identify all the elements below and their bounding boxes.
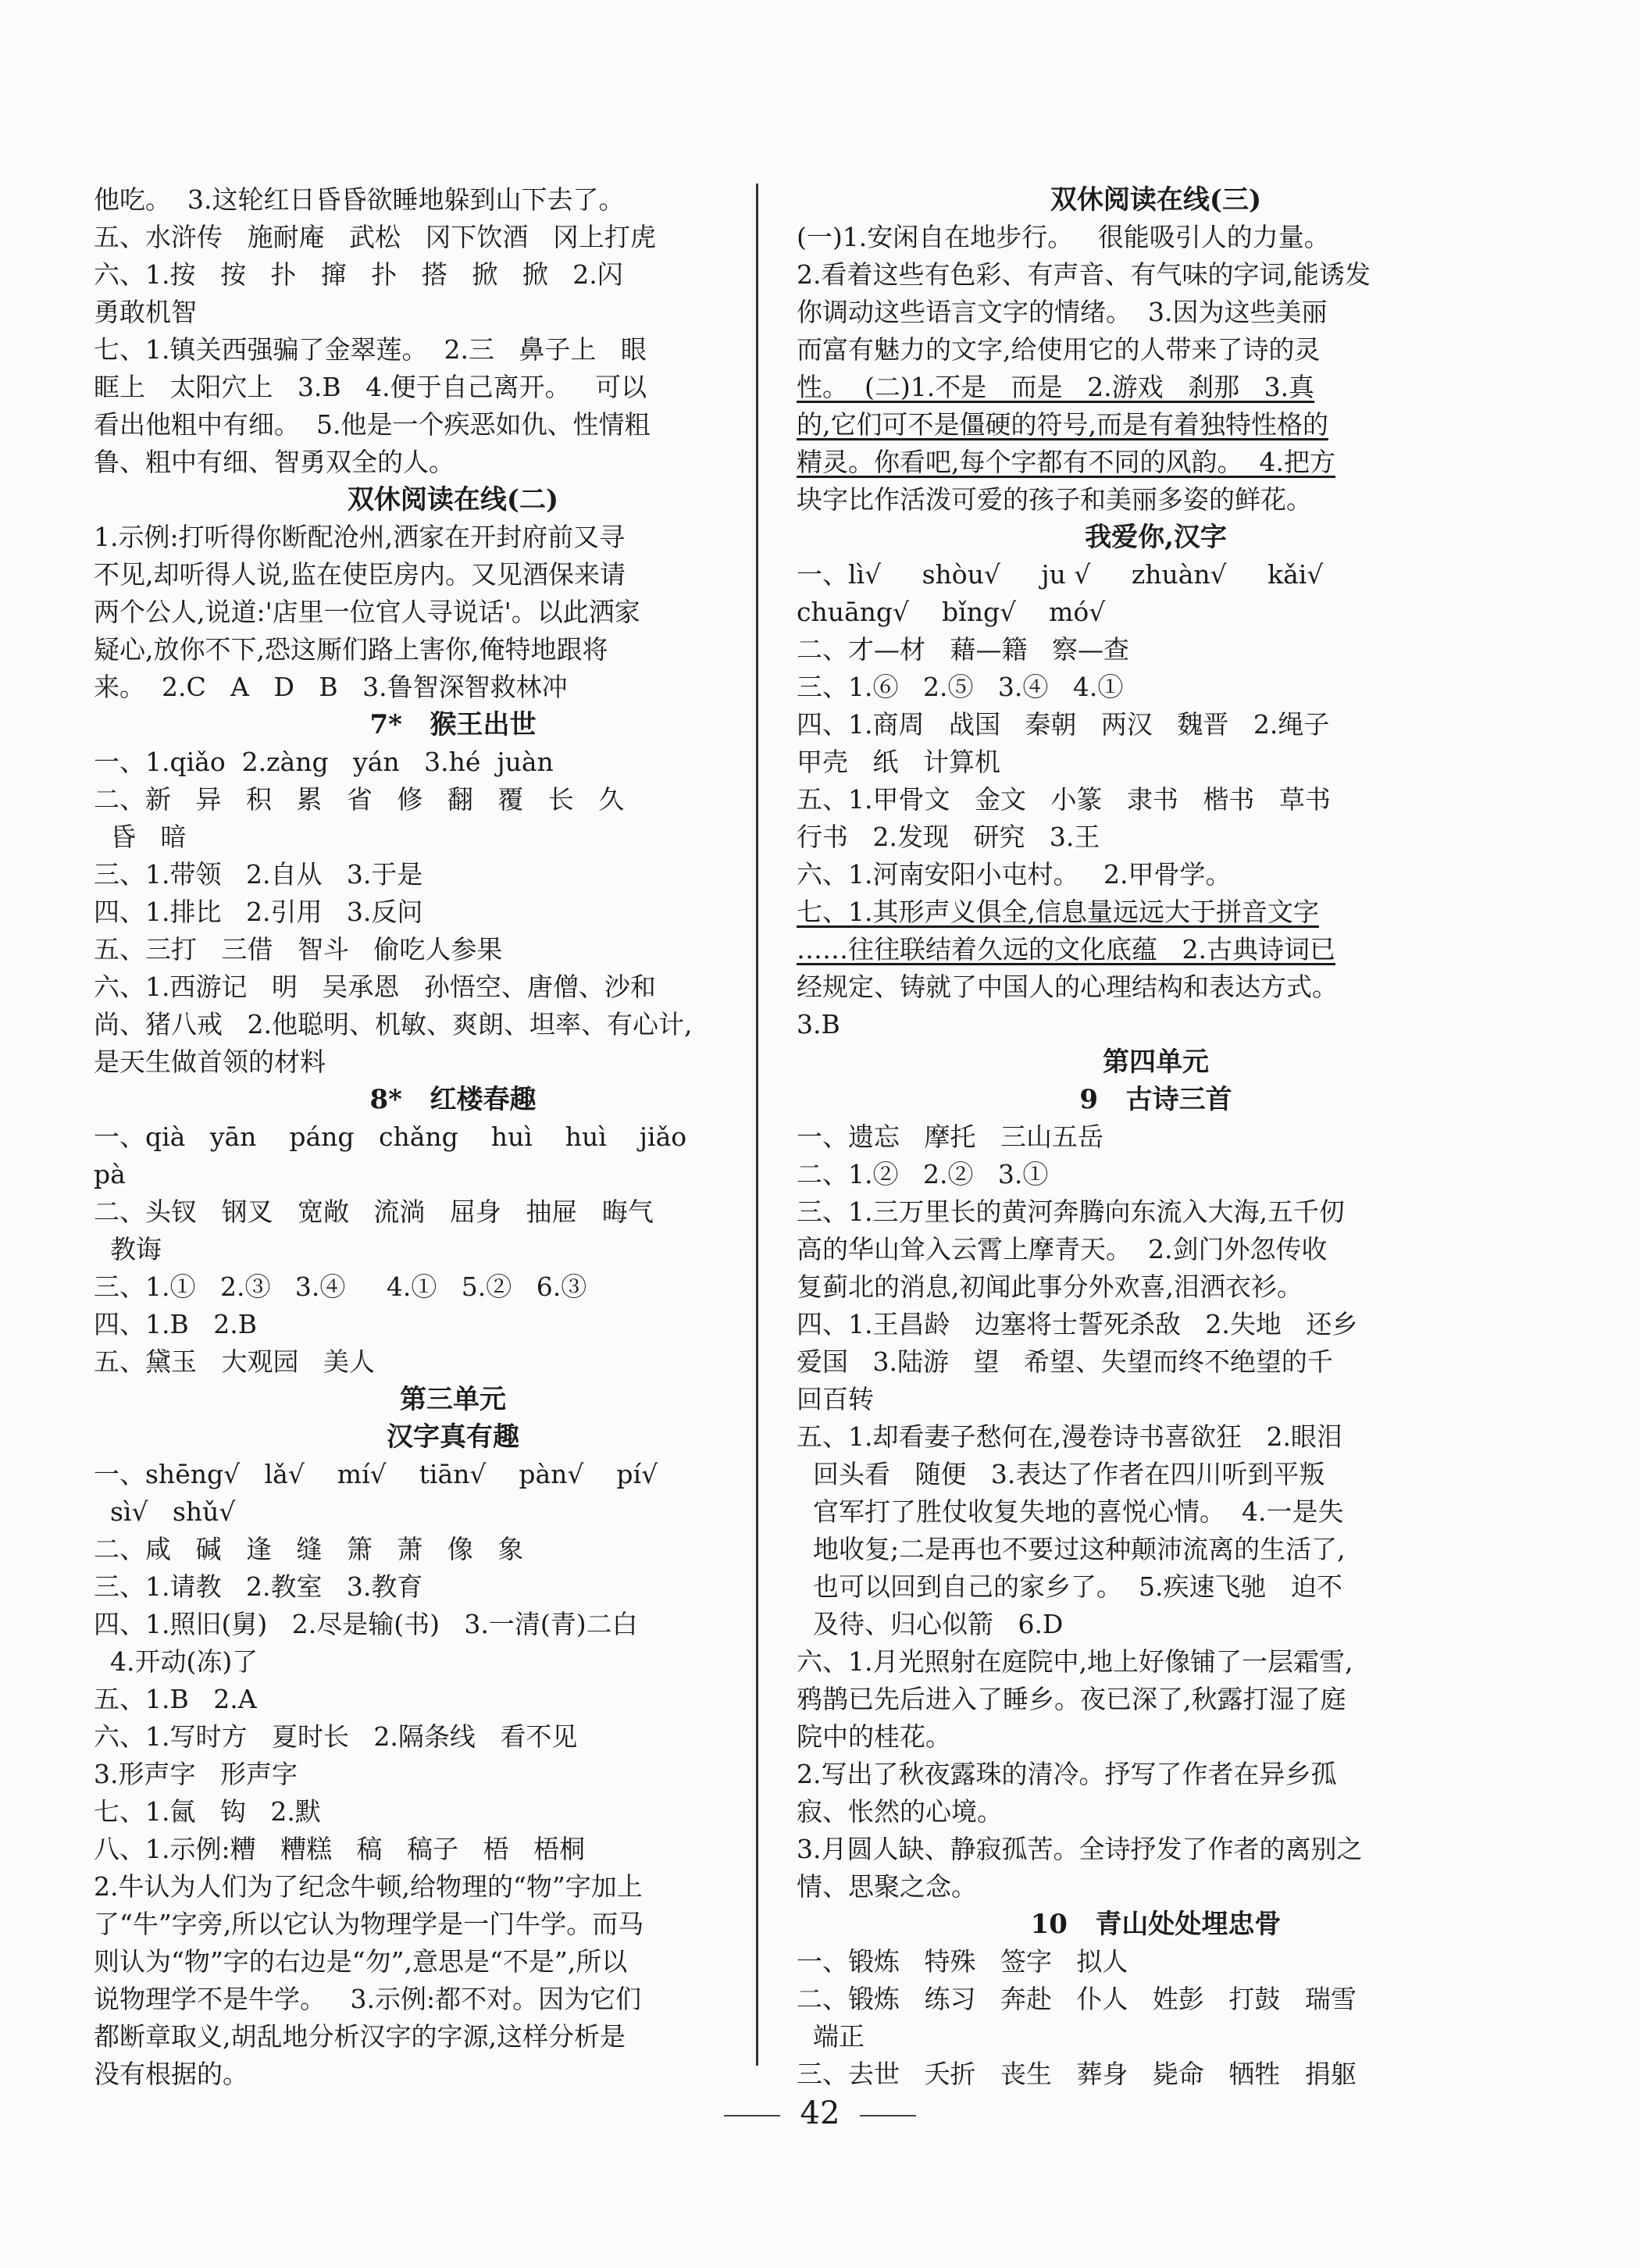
answer-line: 都断章取义,胡乱地分析汉字的字源,这样分析是 [94,2021,626,2052]
answer-line: 六、1.西游记 明 吴承恩 孙悟空、唐僧、沙和 [94,972,656,1002]
answer-line: 二、咸 碱 逢 缝 箫 萧 像 象 [94,1534,524,1564]
answer-line: pà [94,1159,126,1189]
answer-column-left [94,181,812,2093]
answer-line: 两个公人,说道:'店里一位官人寻说话'。以此洒家 [94,597,640,627]
answer-line: 七、1.其形声义俱全,信息量远远大于拼音文字 [797,897,1319,927]
answer-line: 二、新 异 积 累 省 修 翻 覆 长 久 [94,784,625,815]
answer-line: 经规定、铸就了中国人的心理结构和表达方式。 [797,972,1338,1002]
answer-line: 寂、怅然的心境。 [797,1796,1003,1827]
answer-line: 五、1.却看妻子愁何在,漫卷诗书喜欲狂 2.眼泪 [797,1421,1342,1452]
answer-line: 3.B [797,1009,840,1040]
answer-line: 端正 [797,2021,865,2052]
answer-line: 眶上 太阳穴上 3.B 4.便于自己离开。 可以 [94,372,647,402]
answer-line: 四、1.商周 战国 秦朝 两汉 魏晋 2.绳子 [797,709,1330,740]
answer-line: 官军打了胜仗收复失地的喜悦心情。 4.一是失 [797,1496,1344,1527]
answer-line: 则认为“物”字的右边是“勿”,意思是“不是”,所以 [94,1946,628,1977]
answer-line: 及待、归心似箭 6.D [797,1609,1064,1639]
answer-line: 一、1.qiǎo 2.zàng yán 3.hé juàn [94,747,554,777]
answer-line: 2.牛认为人们为了纪念牛顿,给物理的“物”字加上 [94,1871,643,1902]
answer-line: 一、锻炼 特殊 签字 拟人 [797,1946,1128,1977]
answer-line: 四、1.排比 2.引用 3.反问 [94,897,423,927]
answer-line: 也可以回到自己的家乡了。 5.疾速飞驰 迫不 [797,1571,1342,1602]
answer-line: 回百转 [797,1384,874,1414]
answer-line: 块字比作活泼可爱的孩子和美丽多姿的鲜花。 [797,484,1312,515]
section-title: 我爱你,汉字 [1085,522,1227,553]
answer-line: 教诲 [94,1234,162,1264]
answer-line: 3.月圆人缺、静寂孤苦。全诗抒发了作者的离别之 [797,1834,1363,1864]
answer-line: 高的华山耸入云霄上摩青天。 2.剑门外忽传收 [797,1234,1328,1264]
section-title: 第三单元 [400,1384,506,1415]
answer-line: 二、1.② 2.② 3.① [797,1159,1049,1189]
answer-line: 六、1.写时方 夏时长 2.隔条线 看不见 [94,1721,578,1752]
answer-line: 说物理学不是牛学。 3.示例:都不对。因为它们 [94,1984,642,2014]
section-title: 8* 红楼春趣 [369,1084,537,1115]
answer-line: 没有根据的。 [94,2059,248,2089]
section-title: 7* 猴王出世 [369,709,537,740]
answer-line: 五、三打 三借 智斗 偷吃人参果 [94,934,503,965]
answer-line: 七、1.镇关西强骗了金翠莲。 2.三 鼻子上 眼 [94,334,647,365]
answer-line: 三、1.① 2.③ 3.④ 4.① 5.② 6.③ [94,1271,587,1302]
section-title: 双休阅读在线(三) [1050,184,1262,216]
answer-line: 2.写出了秋夜露珠的清冷。抒写了作者在异乡孤 [797,1759,1337,1789]
answer-line: 不见,却听得人说,监在使臣房内。又见酒保来请 [94,559,626,590]
answer-line: 鲁、粗中有细、智勇双全的人。 [94,447,455,477]
footer-dash-left [724,2115,780,2116]
answer-line: 六、1.河南安阳小屯村。 2.甲骨学。 [797,859,1232,890]
answer-line: 二、锻炼 练习 奔赴 仆人 姓彭 打鼓 瑞雪 [797,1984,1357,2014]
answer-line: 而富有魅力的文字,给使用它的人带来了诗的灵 [797,334,1321,365]
answer-line: 尚、猪八戒 2.他聪明、机敏、爽朗、坦率、有心计, [94,1009,693,1040]
answer-line: 一、shēng√ lǎ√ mí√ tiān√ pàn√ pí√ [94,1459,658,1489]
answer-line: 行书 2.发现 研究 3.王 [797,822,1100,852]
answer-line: 院中的桂花。 [797,1721,951,1752]
answer-line: 看出他粗中有细。 5.他是一个疾恶如仇、性情粗 [94,409,651,440]
column-divider [756,184,758,2066]
answer-line: 五、水浒传 施耐庵 武松 冈下饮酒 冈上打虎 [94,222,656,252]
answer-line: 一、遗忘 摩托 三山五岳 [797,1122,1103,1152]
answer-line: 二、才—材 藉—籍 察—查 [797,634,1129,665]
answer-line: 四、1.照旧(舅) 2.尽是输(书) 3.一清(青)二白 [94,1609,638,1639]
answer-line: 一、lì√ shòu√ ju √ zhuàn√ kǎi√ [797,559,1324,590]
answer-line: 性。 (二)1.不是 而是 2.游戏 刹那 3.真 [797,372,1315,402]
page-number-footer [0,2090,1640,2137]
section-title: 9 古诗三首 [1079,1084,1232,1115]
answer-line: 一、qià yān páng chǎng huì huì jiǎo [94,1122,687,1152]
section-title: 第四单元 [1103,1047,1209,1078]
section-title: 汉字真有趣 [387,1421,519,1453]
answer-line: 情、思聚之念。 [797,1871,977,1902]
answer-line: 他吃。 3.这轮红日昏昏欲睡地躲到山下去了。 [94,184,625,215]
answer-line: 二、头钗 钢叉 宽敞 流淌 屈身 抽屉 晦气 [94,1196,654,1227]
answer-line: 七、1.氤 钩 2.默 [94,1796,321,1827]
answer-line: ……往往联结着久远的文化底蕴 2.古典诗词已 [797,934,1335,965]
answer-line: 甲壳 纸 计算机 [797,747,1000,777]
footer-dash-right [860,2115,916,2116]
answer-line: 昏 暗 [94,822,187,852]
section-title: 10 青山处处埋忠骨 [1030,1909,1282,1940]
page-number: 42 [800,2095,840,2131]
answer-line: chuāng√ bǐng√ mó√ [797,597,1106,627]
answer-line: 回头看 随便 3.表达了作者在四川听到平叛 [797,1459,1325,1489]
answer-line: 八、1.示例:糟 糟糕 稿 稿子 梧 梧桐 [94,1834,585,1864]
answer-line: 疑心,放你不下,恐这厮们路上害你,俺特地跟将 [94,634,608,665]
answer-line: 六、1.按 按 扑 撺 扑 搭 掀 掀 2.闪 [94,259,623,290]
answer-line: 精灵。你看吧,每个字都有不同的风韵。 4.把方 [797,447,1335,477]
answer-line: sì√ shǔ√ [94,1496,236,1527]
answer-line: 地收复;二是再也不要过这种颠沛流离的生活了, [797,1534,1346,1564]
answer-line: 复蓟北的消息,初闻此事分外欢喜,泪洒衣衫。 [797,1271,1303,1302]
answer-line: 你调动这些语言文字的情绪。 3.因为这些美丽 [797,297,1328,327]
answer-line: 鸦鹊已先后进入了睡乡。夜已深了,秋露打湿了庭 [797,1684,1346,1714]
answer-line: 是天生做首领的材料 [94,1047,326,1077]
answer-line: 五、1.B 2.A [94,1684,257,1714]
answer-line: 来。 2.C A D B 3.鲁智深智救林冲 [94,672,568,702]
answer-line: 三、1.带领 2.自从 3.于是 [94,859,423,890]
answer-column-right [797,181,1515,2093]
answer-line: 的,它们可不是僵硬的符号,而是有着独特性格的 [797,409,1328,440]
answer-line: 三、去世 夭折 丧生 葬身 毙命 牺牲 捐躯 [797,2059,1357,2089]
answer-line: 3.形声字 形声字 [94,1759,298,1789]
answer-line: 勇敢机智 [94,297,197,327]
answer-line: 三、1.三万里长的黄河奔腾向东流入大海,五千仞 [797,1196,1345,1227]
answer-line: 五、1.甲骨文 金文 小篆 隶书 楷书 草书 [797,784,1331,815]
section-title: 双休阅读在线(二) [347,484,559,515]
answer-line: 四、1.B 2.B [94,1309,257,1339]
answer-line: 1.示例:打听得你断配沧州,洒家在开封府前又寻 [94,522,626,552]
answer-line: 了“牛”字旁,所以它认为物理学是一门牛学。而马 [94,1909,644,1939]
answer-line: 三、1.请教 2.教室 3.教育 [94,1571,423,1602]
answer-line: 4.开动(冻)了 [94,1646,258,1677]
answer-line: 四、1.王昌龄 边塞将士誓死杀敌 2.失地 还乡 [797,1309,1358,1339]
answer-line: (一)1.安闲自在地步行。 很能吸引人的力量。 [797,222,1330,252]
answer-line: 五、黛玉 大观园 美人 [94,1346,375,1377]
answer-line: 2.看着这些有色彩、有声音、有气味的字词,能诱发 [797,259,1371,290]
answer-line: 六、1.月光照射在庭院中,地上好像铺了一层霜雪, [797,1646,1353,1677]
answer-line: 爱国 3.陆游 望 希望、失望而终不绝望的千 [797,1346,1333,1377]
answer-line: 三、1.⑥ 2.⑤ 3.④ 4.① [797,672,1124,702]
